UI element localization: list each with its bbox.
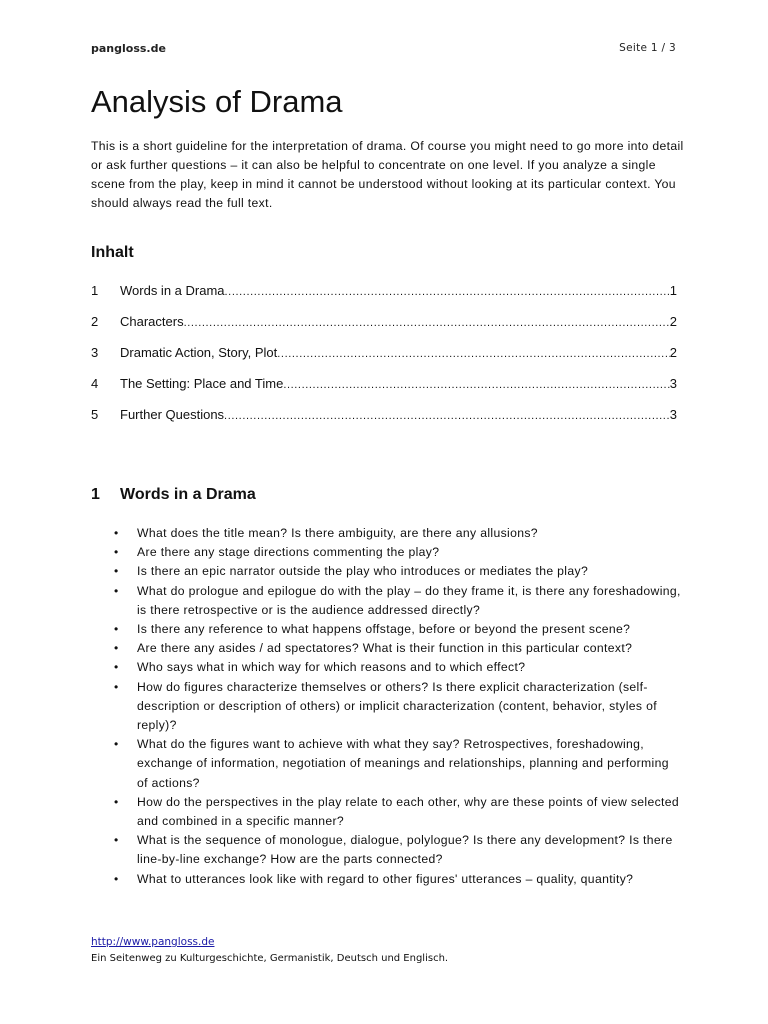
document-title: Analysis of Drama (91, 84, 343, 119)
list-item-text: What to utterances look like with regard to other figures' utterances – quality, quantity? (137, 871, 634, 886)
list-item (113, 639, 683, 658)
bullet-icon: • (114, 526, 119, 540)
toc-entry-title[interactable]: Characters (120, 314, 184, 329)
toc-entry-number: 1 (91, 283, 99, 298)
toc-entry-page: 3 (669, 376, 677, 391)
list-item-text: What does the title mean? Is there ambiguity, are there any allusions? (137, 526, 538, 540)
list-item (113, 524, 683, 543)
toc-entry-page: 2 (669, 345, 677, 360)
toc-entry-1[interactable] (91, 282, 677, 313)
toc-dot-leader (283, 376, 669, 394)
toc-entry-title[interactable]: Dramatic Action, Story, Plot (120, 345, 278, 360)
footer-website-link[interactable]: http://www.pangloss.de (91, 936, 215, 948)
bullet-icon: • (114, 564, 119, 579)
page-indicator: Seite 1 / 3 (619, 42, 676, 54)
list-item-text: What do prologue and epilogue do with the play – do they frame it, is there any foreshadowing, is there retrospective or is the audience addressed directly? (137, 583, 681, 617)
toc-entry-number: 3 (91, 345, 99, 360)
list-item (113, 678, 683, 736)
toc-entry-title[interactable]: Further Questions (120, 407, 225, 422)
bullet-icon: • (114, 641, 119, 656)
list-item (113, 870, 683, 889)
list-item-text: What do the figures want to achieve with what they say? Retrospectives, foreshadowing, exchange of information, negotiation of meanings and relationships, planning and performing of actions? (137, 737, 669, 790)
list-item-text: How do the perspectives in the play relate to each other, why are these points of view selected and combined in a specific manner? (137, 794, 680, 829)
list-item-text: Are there any asides / ad spectatores? What is their function in this particular context? (137, 641, 633, 656)
question-list (113, 524, 683, 889)
list-item-text: Who says what in which way for which reasons and to which effect? (137, 660, 526, 675)
toc-entry-5[interactable] (91, 406, 677, 437)
toc-entry-title[interactable]: The Setting: Place and Time (120, 376, 284, 391)
list-item-text: What is the sequence of monologue, dialogue, polylogue? Is there any development? Is there line-by-line exchange? How are the parts connected? (137, 833, 673, 867)
list-item (113, 562, 683, 581)
section-title: Words in a Drama (120, 486, 256, 503)
list-item (113, 620, 683, 639)
header-site-name: pangloss.de (91, 42, 166, 55)
toc-heading: Inhalt (91, 244, 134, 261)
toc-dot-leader (184, 314, 670, 332)
list-item-text: How do figures characterize themselves or others? Is there explicit characterization (self-description or description of others) or implicit characterization (content, behavior, styles of reply)? (137, 679, 657, 733)
list-item (113, 831, 683, 869)
list-item (113, 735, 683, 793)
list-item-text: Is there any reference to what happens offstage, before or beyond the present scene? (137, 622, 631, 637)
list-item-text: Is there an epic narrator outside the play who introduces or mediates the play? (137, 564, 589, 579)
toc-entry-3[interactable] (91, 344, 677, 375)
toc-entry-4[interactable] (91, 375, 677, 406)
bullet-icon: • (114, 679, 119, 694)
toc-entry-number: 2 (91, 314, 99, 329)
bullet-icon: • (114, 583, 119, 598)
toc-dot-leader (225, 283, 670, 301)
section-number: 1 (91, 486, 100, 503)
bullet-icon: • (114, 660, 119, 675)
toc-entry-number: 5 (91, 407, 99, 422)
toc-entry-number: 4 (91, 376, 99, 391)
list-item-text: Are there any stage directions commenting the play? (137, 545, 440, 560)
bullet-icon: • (114, 622, 119, 637)
bullet-icon: • (114, 833, 119, 848)
toc-dot-leader (277, 345, 670, 363)
bullet-icon: • (114, 871, 119, 886)
toc-entry-2[interactable] (91, 313, 677, 344)
bullet-icon: • (114, 545, 119, 560)
toc-entry-page: 3 (669, 407, 677, 422)
bullet-icon: • (114, 737, 119, 752)
toc-entry-page: 2 (669, 314, 677, 329)
toc-dot-leader (224, 407, 670, 425)
list-item (113, 543, 683, 562)
section-heading (91, 486, 256, 504)
list-item (113, 658, 683, 677)
intro-paragraph: This is a short guideline for the interpretation of drama. Of course you might need to go more into detail or ask further questions – it can also be helpful to concentrate on one level. If you analyze a single scene from the play, keep in mind it cannot be understood without looking at its particular context. You should always read the full text. (91, 139, 684, 210)
toc-entry-page: 1 (669, 283, 677, 298)
table-of-contents (91, 282, 677, 437)
bullet-icon: • (114, 794, 119, 809)
toc-entry-title[interactable]: Words in a Drama (120, 283, 225, 298)
list-item (113, 582, 683, 620)
list-item (113, 793, 683, 831)
footer-tagline: Ein Seitenweg zu Kulturgeschichte, Germanistik, Deutsch und Englisch. (91, 953, 449, 964)
